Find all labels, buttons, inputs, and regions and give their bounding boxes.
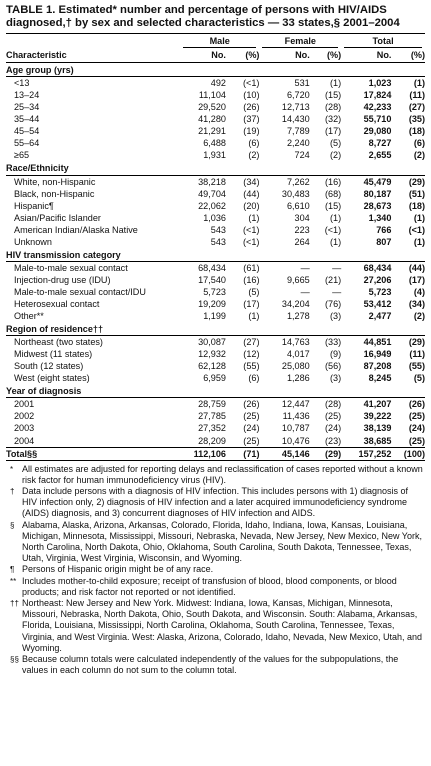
female-count: 10,787: [281, 423, 310, 434]
total-pct-header: (%): [391, 49, 425, 63]
female-count: 223: [294, 224, 310, 235]
male-count: 6,488: [203, 138, 226, 149]
total-count: 28,673: [363, 200, 392, 211]
female-count: 25,080: [281, 361, 310, 372]
male-percent: (20): [243, 200, 260, 211]
row-label: 35–44: [14, 114, 40, 125]
female-count: 1,286: [286, 373, 310, 384]
footnote-mark: **: [10, 576, 17, 586]
table-row: [6, 261, 425, 274]
group-male: Male: [183, 35, 257, 48]
total-percent: (17): [408, 274, 425, 285]
male-percent: (27): [243, 337, 260, 348]
female-total-percent: (29): [310, 447, 341, 460]
total-percent: (1): [413, 212, 425, 223]
total-percent: (4): [413, 286, 425, 297]
total-count: 87,208: [363, 361, 392, 372]
male-count: 492: [210, 78, 226, 89]
table-row: [6, 224, 425, 236]
footnote-text: Includes mother-to-child exposure; receipt of transfusion of blood, blood components, or blood products; and risk factor not reported or not identified.: [22, 575, 397, 597]
row-label: White, non-Hispanic: [14, 176, 96, 187]
table-row: [6, 310, 425, 322]
male-count: 30,087: [198, 337, 226, 348]
male-percent: (37): [243, 114, 260, 125]
table-row: [6, 372, 425, 384]
male-pct-header: (%): [226, 49, 260, 63]
female-percent: (<1): [324, 224, 342, 235]
footnote: [6, 486, 425, 520]
row-label: American Indian/Alaska Native: [14, 224, 138, 235]
female-percent: (23): [324, 435, 342, 446]
footnote: [6, 520, 425, 565]
female-percent: (68): [324, 188, 342, 199]
row-label: Injection-drug use (IDU): [14, 274, 111, 285]
female-total: 45,146: [259, 447, 309, 460]
footnote: [6, 564, 425, 575]
grand-total-percent: (100): [391, 447, 425, 460]
total-percent: (29): [408, 337, 425, 348]
total-count: 39,222: [363, 411, 392, 422]
footnote: [6, 464, 425, 486]
total-label: Total§§: [6, 447, 180, 460]
female-percent: (3): [330, 311, 342, 322]
total-count: 16,949: [363, 349, 392, 360]
section-header-row: [6, 322, 425, 336]
section-header-row: [6, 384, 425, 398]
footnote: [6, 576, 425, 598]
male-percent: (1): [248, 212, 260, 223]
female-count: 14,430: [281, 114, 310, 125]
table-row: [6, 348, 425, 360]
section-title: Age group (yrs): [6, 63, 425, 77]
footnote-mark: †: [10, 487, 15, 496]
female-count: 12,447: [281, 399, 310, 410]
female-count: 6,610: [286, 200, 310, 211]
female-count: 264: [294, 236, 310, 247]
total-percent: (34): [408, 298, 425, 309]
table-row: [6, 200, 425, 212]
column-header-row: [6, 49, 425, 63]
male-percent: (26): [243, 102, 260, 113]
female-percent: (1): [330, 212, 342, 223]
female-count: 1,278: [286, 311, 310, 322]
total-count: 68,434: [363, 262, 392, 273]
section-title: Race/Ethnicity: [6, 161, 425, 175]
male-percent: (55): [243, 361, 260, 372]
male-count: 21,291: [198, 126, 226, 137]
male-percent: (24): [243, 423, 260, 434]
female-percent: (25): [324, 411, 342, 422]
female-percent: (1): [330, 78, 342, 89]
table-row: [6, 101, 425, 113]
total-percent: (5): [413, 373, 425, 384]
female-percent: (28): [324, 399, 342, 410]
female-count: 9,665: [286, 274, 310, 285]
total-percent: (1): [413, 236, 425, 247]
total-count: 29,080: [363, 126, 392, 137]
female-percent: (28): [324, 102, 342, 113]
male-count: 68,434: [198, 262, 226, 273]
female-percent: —: [332, 262, 342, 273]
female-percent: (15): [324, 200, 342, 211]
row-label: 2002: [14, 411, 35, 422]
total-percent: (51): [408, 188, 425, 199]
female-count: 30,483: [281, 188, 310, 199]
total-count: 53,412: [363, 298, 392, 309]
male-percent: (34): [243, 176, 260, 187]
female-percent: (3): [330, 373, 342, 384]
row-label: 2001: [14, 399, 35, 410]
row-label: 2003: [14, 423, 35, 434]
total-percent: (11): [409, 90, 425, 101]
total-percent: (29): [408, 176, 425, 187]
male-percent: (<1): [243, 224, 260, 235]
table-row: [6, 336, 425, 349]
male-count: 28,759: [198, 399, 226, 410]
table-row: [6, 113, 425, 125]
table-row: [6, 298, 425, 310]
footnote: [6, 654, 425, 676]
footnotes: [6, 464, 425, 677]
footnote-text: All estimates are adjusted for reporting delays and reclassification of cases reported without a known risk factor for human immunodeficiency virus (HIV).: [22, 463, 423, 485]
group-total: Total: [344, 35, 422, 48]
male-count: 29,520: [198, 102, 226, 113]
female-percent: (16): [324, 176, 342, 187]
footnote: [6, 598, 425, 654]
table-body: [6, 34, 425, 461]
male-count: 41,280: [198, 114, 226, 125]
male-percent: (25): [243, 435, 260, 446]
male-count: 27,785: [198, 411, 226, 422]
section-header-row: [6, 63, 425, 77]
table-row: [6, 422, 425, 434]
male-count: 12,932: [198, 349, 226, 360]
total-count: 55,710: [363, 114, 392, 125]
male-count: 22,062: [198, 200, 226, 211]
total-count: 42,233: [363, 102, 392, 113]
male-percent: (19): [243, 126, 260, 137]
total-count: 38,685: [363, 435, 392, 446]
row-label: ≥65: [14, 150, 30, 161]
total-percent: (25): [408, 411, 425, 422]
male-count: 1,931: [203, 150, 226, 161]
total-percent: (2): [413, 311, 425, 322]
female-count: —: [300, 262, 310, 273]
total-count: 45,479: [363, 176, 392, 187]
female-count: 531: [294, 78, 310, 89]
footnote-mark: ††: [10, 599, 19, 609]
female-percent: (32): [324, 114, 342, 125]
row-label: Asian/Pacific Islander: [14, 212, 101, 223]
male-count: 1,036: [203, 212, 226, 223]
row-label: 13–24: [14, 90, 40, 101]
female-count: 6,720: [286, 90, 310, 101]
total-percent: (26): [408, 399, 425, 410]
table-row: [6, 410, 425, 422]
total-count: 44,851: [363, 337, 392, 348]
table-row: [6, 77, 425, 90]
data-table: [6, 33, 425, 461]
footnote-text: Persons of Hispanic origin might be of any race.: [22, 564, 214, 575]
female-percent: (21): [324, 274, 342, 285]
female-count: 7,262: [286, 176, 310, 187]
total-percent: (25): [408, 435, 425, 446]
female-percent: (24): [324, 423, 342, 434]
female-percent: (5): [330, 138, 342, 149]
table-row: [6, 236, 425, 248]
total-count: 766: [376, 224, 392, 235]
row-label: 45–54: [14, 126, 40, 137]
male-count: 27,352: [198, 423, 226, 434]
footnote-mark: *: [10, 464, 14, 474]
total-percent: (1): [413, 78, 425, 89]
female-percent: (2): [330, 150, 342, 161]
male-percent: (6): [248, 138, 260, 149]
female-count: 304: [294, 212, 310, 223]
total-count: 41,207: [363, 399, 392, 410]
male-percent: (25): [243, 411, 260, 422]
male-percent: (2): [248, 150, 260, 161]
total-percent: (18): [408, 126, 425, 137]
table-row: [6, 286, 425, 298]
male-percent: (1): [248, 311, 260, 322]
section-title: Region of residence††: [6, 322, 425, 336]
total-count: 27,206: [363, 274, 392, 285]
row-label: Northeast (two states): [14, 337, 103, 348]
total-count: 17,824: [363, 90, 392, 101]
female-percent: (33): [324, 337, 342, 348]
table-row: [6, 435, 425, 448]
male-count: 543: [210, 236, 226, 247]
group-header-row: [6, 34, 425, 50]
total-percent: (<1): [408, 224, 425, 235]
total-no-header: No.: [341, 49, 391, 63]
total-percent: (35): [408, 114, 425, 125]
female-count: 14,763: [281, 337, 310, 348]
table-row: [6, 149, 425, 161]
male-count: 17,540: [198, 274, 226, 285]
section-title: Year of diagnosis: [6, 384, 425, 398]
grand-total: 157,252: [341, 447, 391, 460]
footnote-mark: ¶: [10, 565, 15, 575]
male-percent: (61): [243, 262, 260, 273]
male-count: 19,209: [198, 298, 226, 309]
section-header-row: [6, 161, 425, 175]
table-row: [6, 125, 425, 137]
female-percent: (56): [324, 361, 342, 372]
male-count: 543: [210, 224, 226, 235]
row-label: 2004: [14, 435, 35, 446]
male-total: 112,106: [180, 447, 226, 460]
male-percent: (<1): [243, 236, 260, 247]
section-header-row: [6, 248, 425, 262]
total-count: 807: [376, 236, 392, 247]
male-count: 11,104: [198, 90, 226, 101]
table-row: [6, 360, 425, 372]
male-count: 28,209: [198, 435, 226, 446]
female-count: 12,713: [281, 102, 310, 113]
footnote-mark: §: [10, 520, 15, 530]
total-count: 8,727: [368, 138, 392, 149]
female-count: 11,436: [282, 411, 310, 422]
row-label: 55–64: [14, 138, 40, 149]
female-count: 34,204: [281, 298, 310, 309]
table-row: [6, 89, 425, 101]
row-label: Other**: [14, 311, 44, 322]
total-count: 2,477: [368, 311, 392, 322]
male-percent: (16): [243, 274, 260, 285]
characteristic-header: Characteristic: [6, 49, 180, 63]
footnote-text: Alabama, Alaska, Arizona, Arkansas, Colorado, Florida, Idaho, Indiana, Iowa, Kansas, Louisiana, Michigan, Minnesota, Mississippi, Missouri, Nebraska, Nevada, New Jersey, New Mexico, New York, North Carolina, North Dakota, Ohio, Oklahoma, South Carolina, South Dakota, Tennessee, Texas, Utah, Virginia, West Virginia, Wisconsin, and Wyoming.: [22, 519, 422, 564]
footnote-text: Because column totals were calculated independently of the values for the subpopulations, the values in each column do not sum to the column total.: [22, 654, 399, 676]
table-row: [6, 137, 425, 149]
female-no-header: No.: [259, 49, 309, 63]
male-count: 49,704: [198, 188, 226, 199]
row-label: Hispanic¶: [14, 200, 54, 211]
total-percent: (44): [408, 262, 425, 273]
total-count: 1,023: [368, 78, 392, 89]
row-label: Unknown: [14, 236, 52, 247]
row-label: Midwest (11 states): [14, 349, 93, 360]
total-count: 2,655: [368, 150, 392, 161]
row-label: Male-to-male sexual contact/IDU: [14, 286, 146, 297]
total-percent: (11): [409, 349, 425, 360]
female-percent: (1): [330, 236, 342, 247]
female-count: 4,017: [286, 349, 310, 360]
male-count: 62,128: [198, 361, 226, 372]
male-count: 1,199: [203, 311, 226, 322]
table-row: [6, 212, 425, 224]
total-count: 80,187: [363, 188, 392, 199]
female-count: 7,789: [286, 126, 310, 137]
male-percent: (5): [248, 286, 260, 297]
male-percent: (44): [243, 188, 260, 199]
female-percent: —: [332, 286, 342, 297]
total-count: 5,723: [368, 286, 392, 297]
table-title: TABLE 1. Estimated* number and percentage of persons with HIV/AIDS diagnosed,† by sex and selected characteristics — 33 states,§ 2001–2004: [6, 4, 400, 29]
total-percent: (55): [408, 361, 425, 372]
male-total-percent: (71): [226, 447, 260, 460]
male-count: 5,723: [203, 286, 226, 297]
female-percent: (17): [324, 126, 342, 137]
total-percent: (2): [413, 150, 425, 161]
total-percent: (27): [408, 102, 425, 113]
row-label: West (eight states): [14, 373, 90, 384]
total-percent: (18): [408, 200, 425, 211]
row-label: Black, non-Hispanic: [14, 188, 95, 199]
female-count: 10,476: [281, 435, 310, 446]
total-count: 38,139: [363, 423, 392, 434]
female-percent: (76): [324, 298, 342, 309]
table-row: [6, 274, 425, 286]
male-percent: (10): [243, 90, 260, 101]
table-row: [6, 188, 425, 200]
male-no-header: No.: [180, 49, 226, 63]
footnote-text: Data include persons with a diagnosis of HIV infection. This includes persons with 1) diagnosis of HIV infection only, 2) diagnosis of HIV infection and a later acquired immunodeficiency syndrome (AIDS) diagnosis, and 3) concurrent diagnoses of HIV infection and AIDS.: [22, 486, 409, 519]
footnote-mark: §§: [10, 655, 19, 665]
total-count: 1,340: [368, 212, 392, 223]
female-count: —: [300, 286, 310, 297]
male-percent: (17): [243, 298, 260, 309]
row-label: South (12 states): [14, 361, 84, 372]
female-percent: (9): [330, 349, 342, 360]
total-row: [6, 447, 425, 460]
female-count: 724: [294, 150, 310, 161]
row-label: Heterosexual contact: [14, 298, 100, 309]
footnote-text: Northeast: New Jersey and New York. Midwest: Indiana, Iowa, Kansas, Michigan, Minnesota, Missouri, Nebraska, North Dakota, Ohio, South Dakota, and Wisconsin. South: Alabama, Arkansas, Florida, Louisiana, Mississippi, North Carolina, Oklahoma, South Carolina, Tennessee, Texas, Virginia, and West Virginia. West: Alaska, Arizona, Colorado, Idaho, Nevada, New Mexico, Utah, and Wyoming.: [22, 598, 423, 653]
male-count: 38,218: [198, 176, 226, 187]
group-female: Female: [262, 35, 338, 48]
row-label: Male-to-male sexual contact: [14, 262, 128, 273]
male-percent: (6): [248, 373, 260, 384]
total-count: 8,245: [368, 373, 392, 384]
table-row: [6, 398, 425, 411]
table-row: [6, 175, 425, 188]
total-percent: (24): [408, 423, 425, 434]
female-count: 2,240: [286, 138, 310, 149]
row-label: 25–34: [14, 102, 40, 113]
male-percent: (26): [243, 399, 260, 410]
male-percent: (<1): [243, 78, 260, 89]
section-title: HIV transmission category: [6, 248, 425, 262]
row-label: <13: [14, 78, 30, 89]
total-percent: (6): [413, 138, 425, 149]
male-percent: (12): [243, 349, 260, 360]
male-count: 6,959: [203, 373, 226, 384]
female-percent: (15): [324, 90, 342, 101]
female-pct-header: (%): [310, 49, 341, 63]
